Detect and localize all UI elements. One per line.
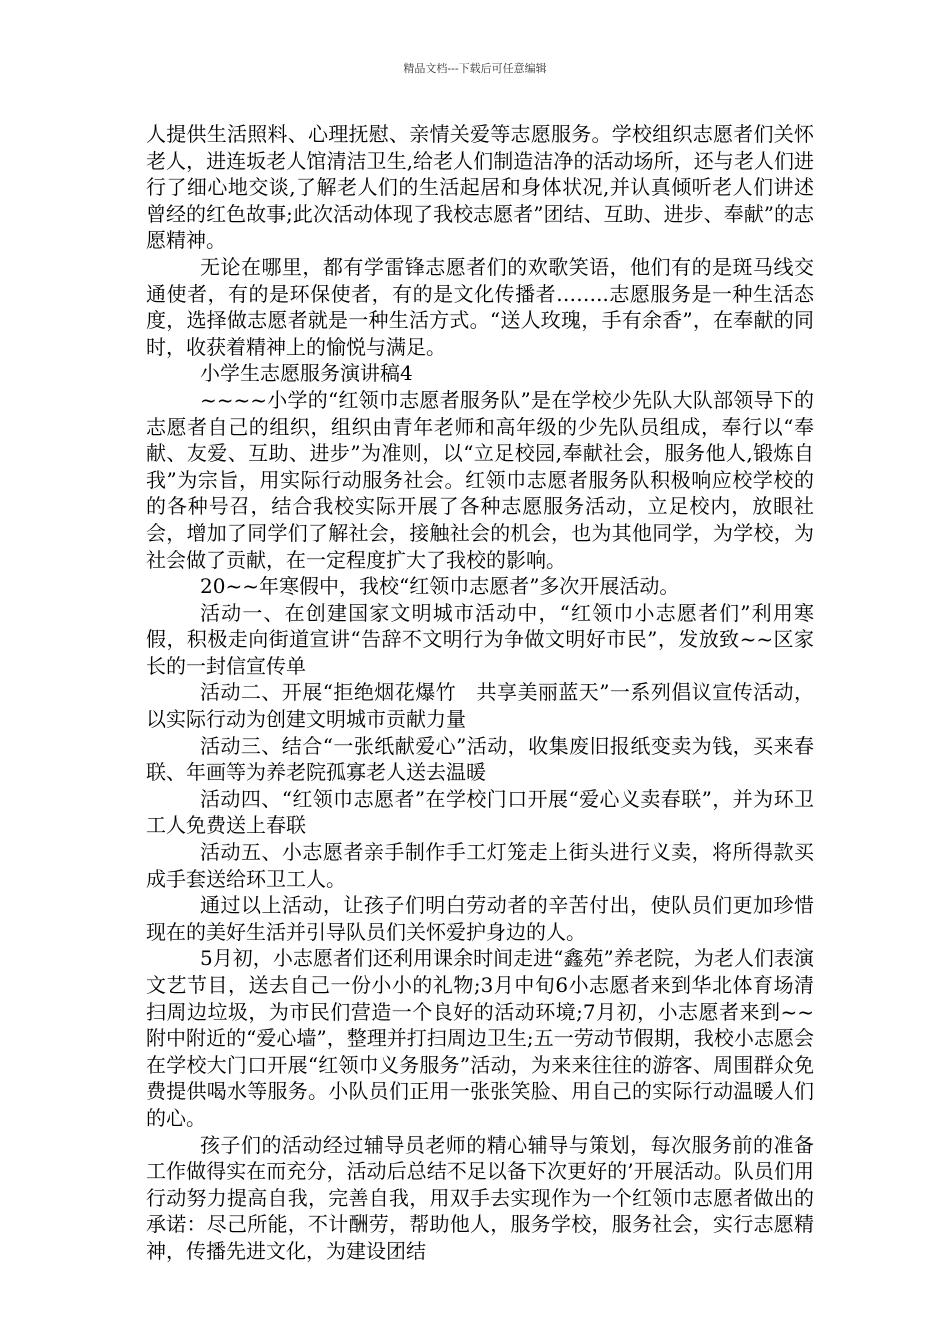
page-header: 精品文档---下载后可任意编辑 xyxy=(403,62,547,75)
paragraph: ~~~~小学的“红领巾志愿者服务队”是在学校少先队大队部领导下的志愿者自己的组织，组织由青年老师和高年级的少先队员组成，奉行以“奉献、友爱、互助、进步”为准则，以“立足校园,奉献社会，服务他人,锻炼自我”为宗旨，用实际行动服务社会。红领巾志愿者服务队积极响应校学校的的各种号召，结合我校实际开展了各种志愿服务活动，立足校内，放眼社会，增加了同学们了解社会，接触社会的机会，也为其他同学，为学校，为社会做了贡献，在一定程度扩大了我校的影响。 xyxy=(146,387,814,572)
section-heading: 小学生志愿服务演讲稿4 xyxy=(200,361,413,386)
paragraph: 孩子们的活动经过辅导员老师的精心辅导与策划，每次服务前的准备工作做得实在而充分，活动后总结不足以备下次更好的’开展活动。队员们用行动努力提高自我，完善自我，用双手去实现作为一个红领巾志愿者做出的承诺：尽己所能，不计酬劳，帮助他人，服务学校，服务社会，实行志愿精神，传播先进文化，为建设团结 xyxy=(146,1132,814,1263)
paragraph: 无论在哪里，都有学雷锋志愿者们的欢歌笑语，他们有的是斑马线交通使者，有的是环保使者，有的是文化传播者……..志愿服务是一种生活态度，选择做志愿者就是一种生活方式。“送人玫瑰，手有余香”，在奉献的同时，收获着精神上的愉悦与满足。 xyxy=(146,254,814,359)
paragraph: 通过以上活动，让孩子们明白劳动者的辛苦付出，使队员们更加珍惜现在的美好生活并引导队员们关怀爱护身边的人。 xyxy=(146,893,814,944)
activity-paragraph: 活动四、“红领巾志愿者”在学校门口开展“爱心义卖春联”，并为环卫工人免费送上春联 xyxy=(146,786,814,838)
paragraph: 5月初，小志愿者们还利用课余时间走进“鑫苑”养老院，为老人们表演文艺节目，送去自己一份小小的礼物;3月中旬6小志愿者来到华北体育场清扫周边垃圾，为市民们营造一个良好的活动环境;7月初，小志愿者来到~~附中附近的“爱心墙”，整理并打扫周边卫生;五一劳动节假期，我校小志愿会在学校大门口开展“红领巾义务服务”活动，为来来往往的游客、周围群众免费提供喝水等服务。小队员们正用一张张笑脸、用自己的实际行动温暖人们的心。 xyxy=(146,946,814,1130)
paragraph: 人提供生活照料、心理抚慰、亲情关爱等志愿服务。学校组织志愿者们关怀老人，进连坂老人馆清洁卫生,给老人们制造洁净的活动场所，还与老人们进行了细心地交谈,了解老人们的生活起居和身体状况,并认真倾听老人们讲述曾经的红色故事;此次活动体现了我校志愿者”团结、互助、进步、奉献”的志愿精神。 xyxy=(146,122,814,253)
activity-paragraph: 活动三、结合“一张纸献爱心”活动，收集废旧报纸变卖为钱，买来春联、年画等为养老院孤寡老人送去温暖 xyxy=(146,733,814,785)
activity-paragraph: 活动一、在创建国家文明城市活动中，“红领巾小志愿者们”利用寒假，积极走向街道宣讲“告辞不文明行为争做文明好市民”，发放致~~区家长的一封信宣传单 xyxy=(146,600,814,678)
activity-paragraph: 活动五、小志愿者亲手制作手工灯笼走上街头进行义卖，将所得款买成手套送给环卫工人。 xyxy=(146,840,814,891)
paragraph: 20~~年寒假中，我校“红领巾志愿者”多次开展活动。 xyxy=(200,574,680,599)
activity-paragraph: 活动二、开展“拒绝烟花爆竹 共享美丽蓝天”一系列倡议宣传活动，以实际行动为创建文明城市贡献力量 xyxy=(146,680,814,732)
document-body xyxy=(146,121,814,1265)
